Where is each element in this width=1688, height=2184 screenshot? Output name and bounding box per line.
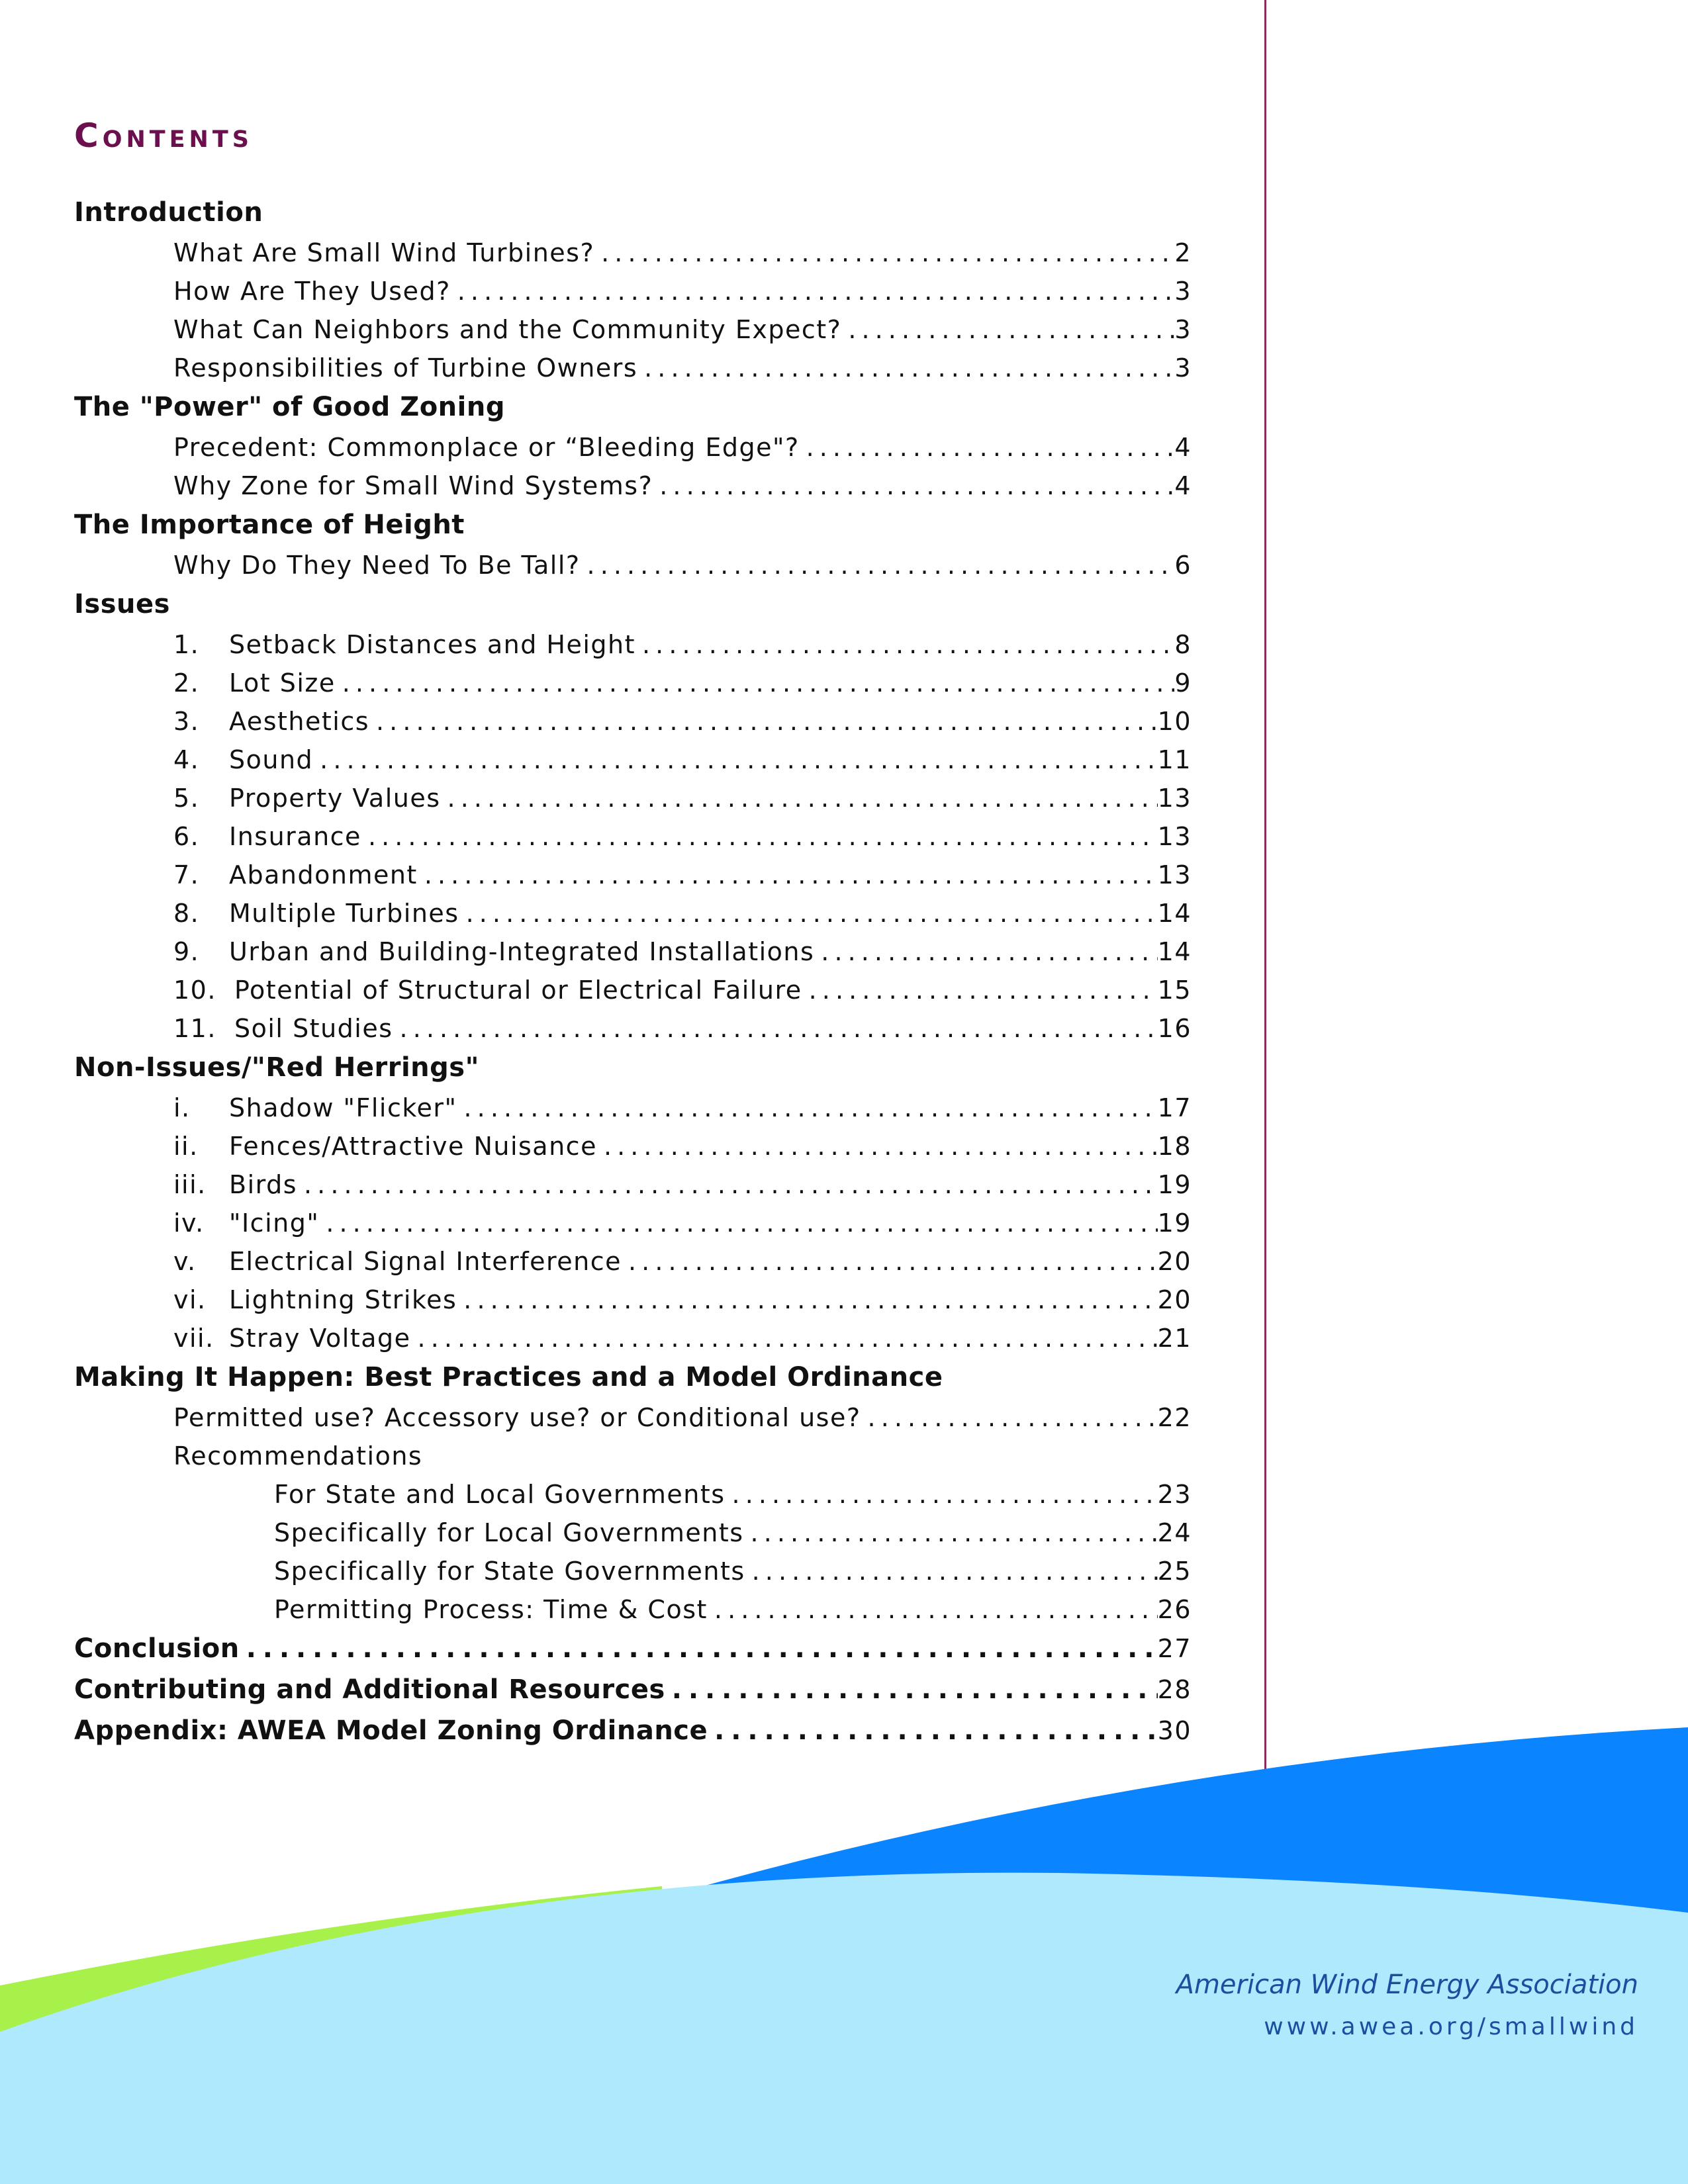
toc-entry[interactable]: 7. Abandonment . . . 13 [74, 860, 1192, 899]
website-link[interactable]: www.awea.org/smallwind [1264, 2013, 1638, 2040]
section-appendix[interactable]: Appendix: AWEA Model Zoning Ordinance . . . 30 [74, 1715, 1192, 1756]
toc-entry[interactable]: Permitted use? Accessory use? or Conditional use? . . . 22 [74, 1403, 1192, 1441]
toc-entry[interactable]: 10. Potential of Structural or Electrical Failure . . . 15 [74, 976, 1192, 1014]
toc-entry[interactable]: 3. Aesthetics . . . 10 [74, 707, 1192, 745]
toc-entry[interactable]: 9. Urban and Building-Integrated Installations . . . 14 [74, 937, 1192, 976]
toc-entry[interactable]: 1. Setback Distances and Height . . . 8 [74, 630, 1192, 668]
toc-entry[interactable]: Why Do They Need To Be Tall? . . . 6 [74, 551, 1192, 589]
section-non-issues[interactable]: Non-Issues/"Red Herrings" [74, 1052, 479, 1083]
section-conclusion[interactable]: Conclusion . . . 27 [74, 1633, 1192, 1674]
toc-entry[interactable]: Specifically for Local Governments . . . 24 [74, 1518, 1192, 1557]
organization-name: American Wind Energy Association [1176, 1970, 1638, 2000]
toc-entry[interactable]: For State and Local Governments . . . 23 [74, 1480, 1192, 1518]
contents-heading: Contents [74, 116, 253, 155]
toc-entry[interactable]: 8. Multiple Turbines . . . 14 [74, 899, 1192, 937]
toc-entry[interactable]: What Can Neighbors and the Community Expect? . . . 3 [74, 315, 1192, 353]
toc-entry[interactable]: Responsibilities of Turbine Owners . . . 3 [74, 353, 1192, 392]
toc-entry[interactable]: vii. Stray Voltage . . . 21 [74, 1324, 1192, 1362]
toc-entry[interactable]: Permitting Process: Time & Cost . . . 26 [74, 1595, 1192, 1633]
toc-entry[interactable]: iv. "Icing" . . . 19 [74, 1208, 1192, 1247]
toc-entry[interactable]: 6. Insurance . . . 13 [74, 822, 1192, 860]
section-importance-of-height[interactable]: The Importance of Height [74, 510, 465, 540]
toc-entry[interactable]: 5. Property Values . . . 13 [74, 784, 1192, 822]
toc-subheading: Recommendations [173, 1441, 423, 1471]
section-making-it-happen[interactable]: Making It Happen: Best Practices and a Model Ordinance [74, 1362, 943, 1392]
toc-entry[interactable]: How Are They Used? . . . 3 [74, 277, 1192, 315]
toc-entry[interactable]: Specifically for State Governments . . . 25 [74, 1557, 1192, 1595]
toc-entry[interactable]: iii. Birds . . . 19 [74, 1170, 1192, 1208]
section-power-of-good-zoning[interactable]: The "Power" of Good Zoning [74, 392, 505, 422]
toc-entry[interactable]: Why Zone for Small Wind Systems? . . . 4 [74, 471, 1192, 510]
section-contributing-resources[interactable]: Contributing and Additional Resources . . . 28 [74, 1674, 1192, 1715]
toc-entry[interactable]: vi. Lightning Strikes . . . 20 [74, 1285, 1192, 1324]
toc-entry[interactable]: v. Electrical Signal Interference . . . 20 [74, 1247, 1192, 1285]
toc-entry[interactable]: What Are Small Wind Turbines? . . . 2 [74, 238, 1192, 277]
toc-entry[interactable]: ii. Fences/Attractive Nuisance . . . 18 [74, 1132, 1192, 1170]
section-introduction[interactable]: Introduction [74, 197, 263, 228]
table-of-contents [74, 197, 1192, 1756]
toc-entry[interactable]: Precedent: Commonplace or “Bleeding Edge"? . . . 4 [74, 433, 1192, 471]
toc-entry[interactable]: 11. Soil Studies . . . 16 [74, 1014, 1192, 1052]
toc-entry[interactable]: 4. Sound . . . 11 [74, 745, 1192, 784]
toc-entry[interactable]: 2. Lot Size . . . 9 [74, 668, 1192, 707]
section-issues[interactable]: Issues [74, 589, 170, 619]
toc-entry[interactable]: i. Shadow "Flicker" . . . 17 [74, 1093, 1192, 1132]
